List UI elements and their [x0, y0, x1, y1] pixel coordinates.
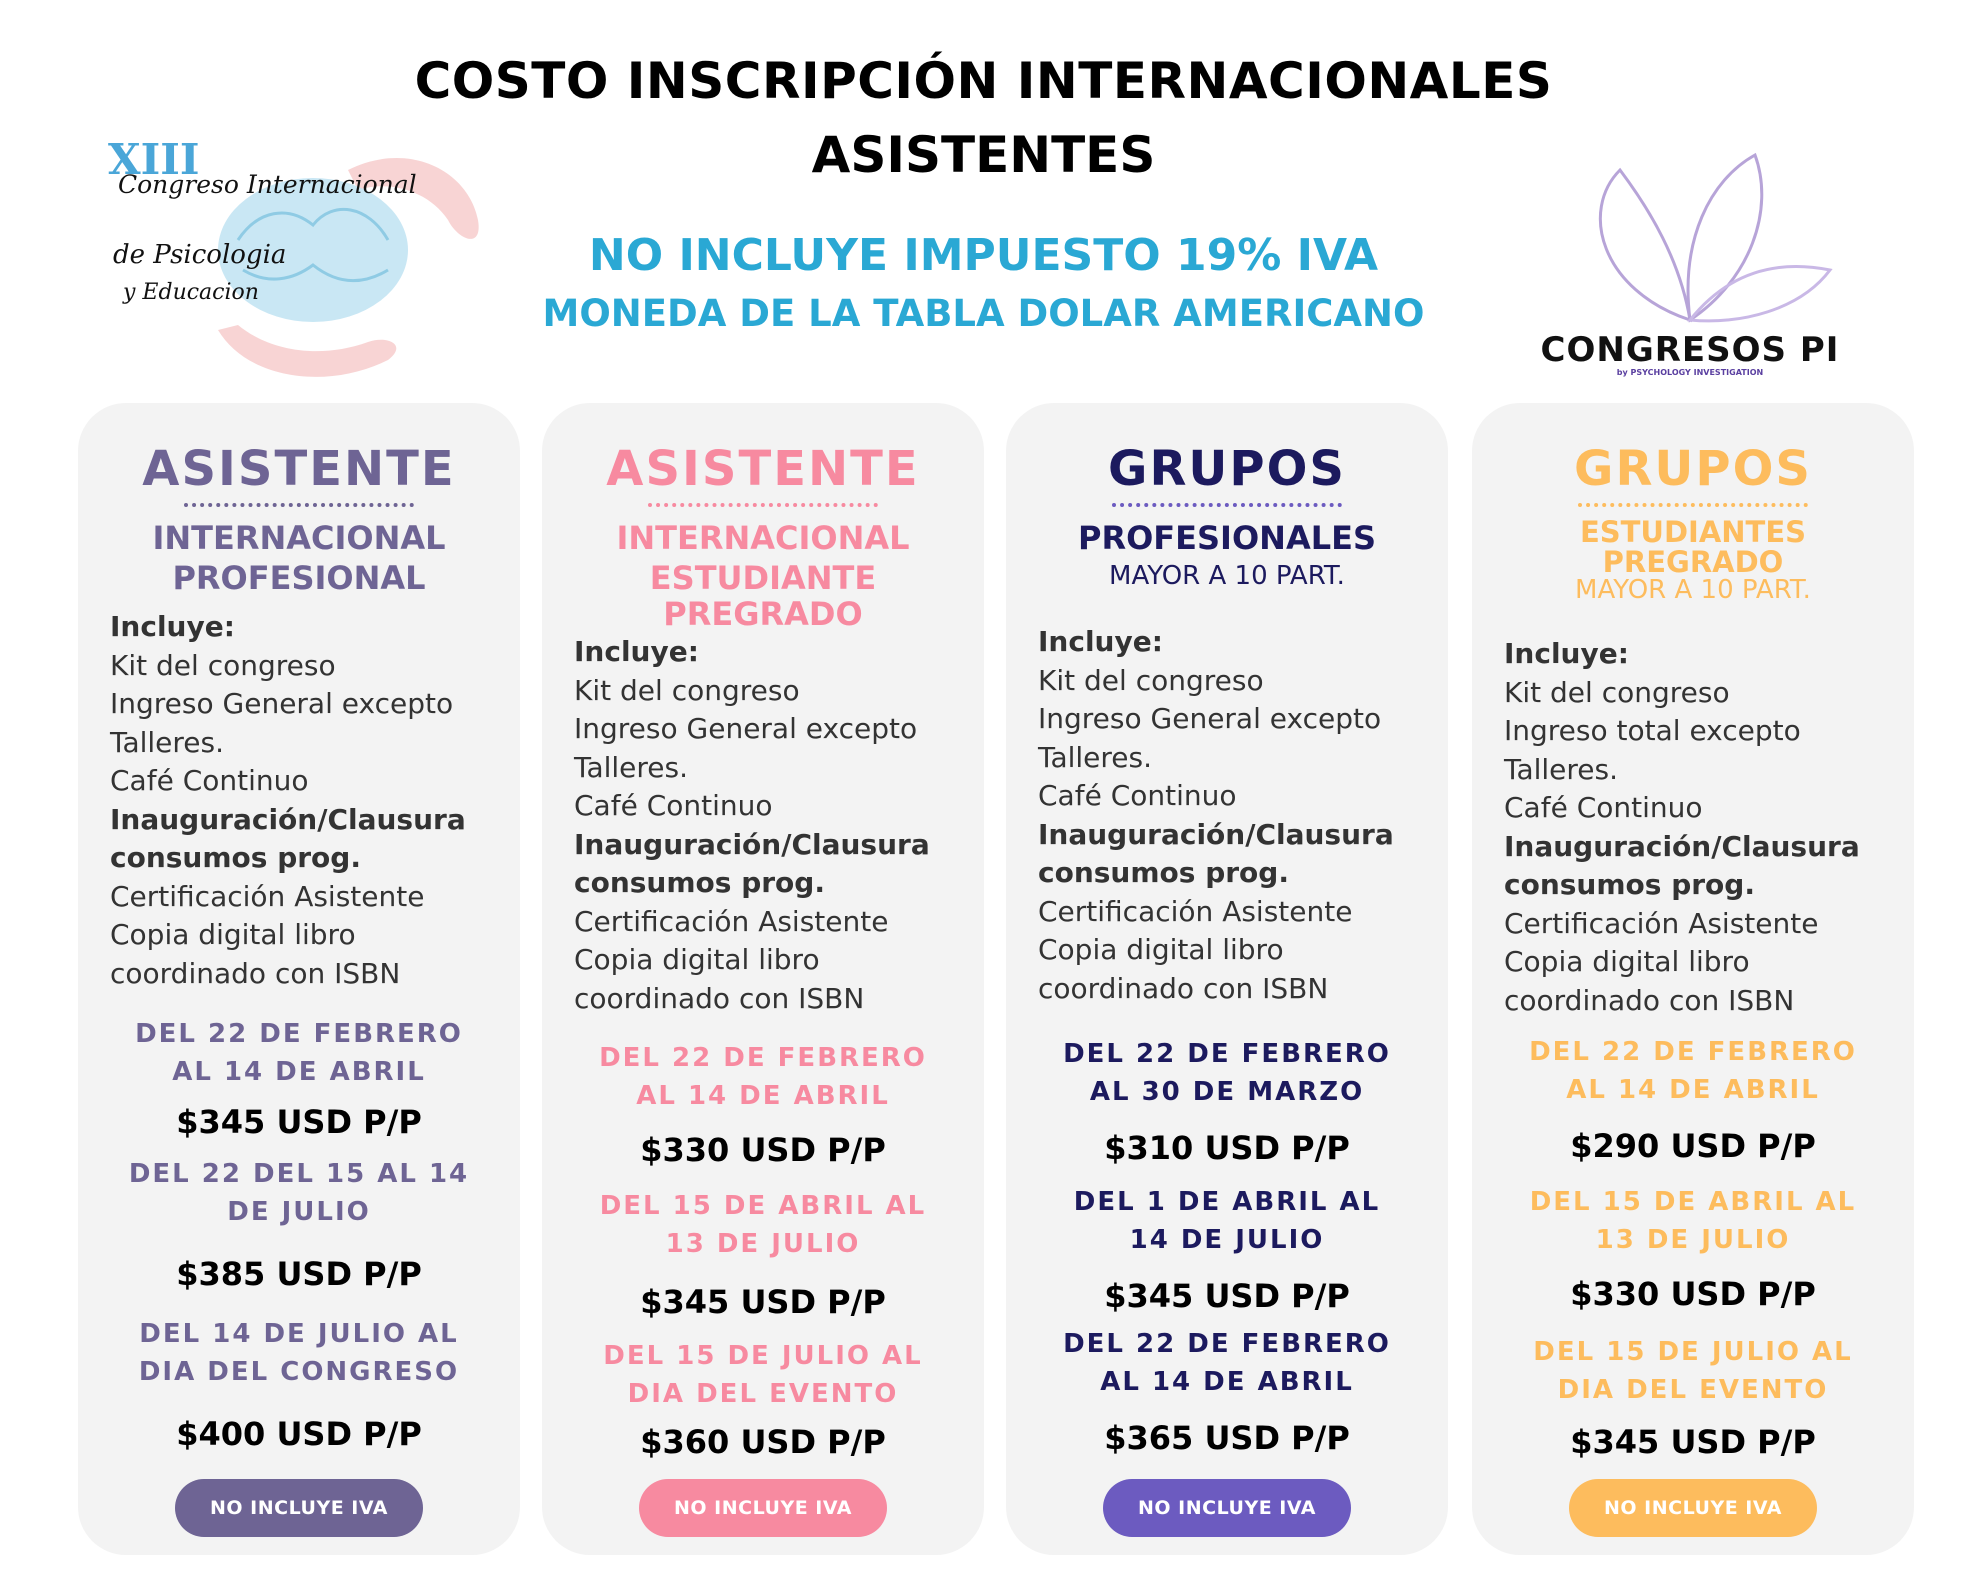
edition-numeral: XIII [108, 135, 200, 184]
card-subtitle: INTERNACIONAL [152, 519, 446, 557]
period-price: $360 USD P/P [640, 1423, 886, 1461]
period-price: $345 USD P/P [1104, 1277, 1350, 1315]
no-iva-button[interactable]: NO INCLUYE IVA [639, 1479, 887, 1537]
dotted-divider [184, 503, 414, 507]
no-iva-button[interactable]: NO INCLUYE IVA [1103, 1479, 1351, 1537]
pricing-card-groups-professional [1006, 403, 1448, 1555]
card-title: GRUPOS [1108, 441, 1346, 497]
list-item: coordinado con ISBN [110, 956, 401, 990]
period-date: 13 DE JULIO [665, 1229, 861, 1259]
list-item: Café Continuo [1504, 791, 1703, 824]
period-date: DEL 22 DE FEBRERO [1063, 1329, 1391, 1359]
includes-list [1038, 623, 1438, 1008]
period-date: DIA DEL EVENTO [627, 1379, 899, 1409]
currency-notice: MONEDA DE LA TABLA DOLAR AMERICANO [542, 292, 1425, 335]
list-item: Café Continuo [574, 789, 773, 822]
period-price: $365 USD P/P [1104, 1419, 1350, 1457]
list-item: Copia digital libro [1038, 933, 1284, 966]
period-date: DEL 15 DE JULIO AL [1533, 1337, 1853, 1367]
list-item: Kit del congreso [574, 673, 800, 707]
list-item: coordinado con ISBN [574, 981, 865, 1015]
list-item: Inauguración/Clausura [110, 802, 466, 836]
list-item: Talleres. [110, 725, 225, 759]
no-iva-button[interactable]: NO INCLUYE IVA [1569, 1479, 1817, 1537]
pricing-card-student [542, 403, 984, 1555]
list-item: Talleres. [1504, 752, 1619, 786]
period-date: 13 DE JULIO [1595, 1225, 1791, 1255]
list-item: Ingreso General excepto [1038, 702, 1382, 735]
period-date: DEL 22 DE FEBRERO [135, 1019, 463, 1049]
includes-heading: Incluye: [1504, 637, 1629, 670]
list-item: Talleres. [1038, 740, 1153, 774]
period-date: AL 14 DE ABRIL [1100, 1367, 1354, 1397]
period-date: DIA DEL CONGRESO [138, 1357, 460, 1387]
list-item: Inauguración/Clausura [1038, 817, 1394, 851]
list-item: consumos prog. [1038, 856, 1289, 889]
period-price: $310 USD P/P [1104, 1129, 1350, 1167]
list-item: Talleres. [574, 750, 689, 784]
congresos-pi-logo [1540, 150, 1840, 380]
card-subtitle: PROFESIONALES [1077, 519, 1376, 557]
list-item: Ingreso General excepto [110, 687, 454, 720]
list-item: Kit del congreso [110, 648, 336, 682]
includes-heading: Incluye: [1038, 625, 1163, 658]
period-date: AL 14 DE ABRIL [1566, 1075, 1820, 1105]
period-date: DEL 22 DE FEBRERO [599, 1043, 927, 1073]
period-price: $400 USD P/P [176, 1415, 422, 1453]
list-item: Ingreso total excepto [1504, 714, 1801, 747]
brand-name: CONGRESOS PI [1540, 330, 1840, 370]
logo-line-3: y Educacion [123, 280, 259, 305]
list-item: consumos prog. [1504, 868, 1755, 901]
period-date: DEL 22 DE FEBRERO [1529, 1037, 1857, 1067]
includes-list [574, 633, 974, 1018]
period-date: DE JULIO [227, 1197, 371, 1227]
page-title: COSTO INSCRIPCIÓN INTERNACIONALES [414, 52, 1553, 110]
period-date: AL 14 DE ABRIL [636, 1081, 890, 1111]
dotted-divider [648, 503, 878, 507]
list-item: Café Continuo [110, 764, 309, 797]
no-iva-button[interactable]: NO INCLUYE IVA [175, 1479, 423, 1537]
brand-tagline: by PSYCHOLOGY INVESTIGATION [1616, 368, 1764, 377]
card-subtitle-2: PROFESIONAL [172, 559, 426, 597]
dotted-divider [1112, 503, 1342, 507]
period-date: AL 14 DE ABRIL [172, 1057, 426, 1087]
list-item: Copia digital libro [1504, 945, 1750, 978]
list-item: Certificación Asistente [1038, 894, 1353, 928]
list-item: Certificación Asistente [1504, 906, 1819, 940]
card-subtitle-2: PREGRADO [1602, 545, 1784, 579]
period-date: 14 DE JULIO [1129, 1225, 1325, 1255]
list-item: Copia digital libro [110, 918, 356, 951]
period-date: DEL 15 DE ABRIL AL [1529, 1187, 1857, 1217]
logo-line-2: de Psicologia [113, 240, 287, 270]
period-date: DEL 14 DE JULIO AL [139, 1319, 459, 1349]
list-item: Inauguración/Clausura [574, 827, 930, 861]
list-item: Kit del congreso [1038, 663, 1264, 697]
includes-heading: Incluye: [574, 635, 699, 668]
list-item: Certificación Asistente [574, 904, 889, 938]
card-title: GRUPOS [1574, 441, 1812, 497]
list-item: Ingreso General excepto [574, 712, 918, 745]
tax-notice: NO INCLUYE IMPUESTO 19% IVA [588, 230, 1379, 281]
period-price: $345 USD P/P [1570, 1423, 1816, 1461]
congress-logo [108, 130, 498, 380]
period-date: AL 30 DE MARZO [1089, 1077, 1365, 1107]
pricing-card-professional [78, 403, 520, 1555]
card-title: ASISTENTE [606, 441, 920, 497]
list-item: consumos prog. [574, 866, 825, 899]
butterfly-icon [1540, 150, 1840, 330]
period-date: DEL 15 DE JULIO AL [603, 1341, 923, 1371]
dotted-divider [1578, 503, 1808, 507]
list-item: Certificación Asistente [110, 879, 425, 913]
period-date: DIA DEL EVENTO [1557, 1375, 1829, 1405]
period-price: $345 USD P/P [640, 1283, 886, 1321]
card-title: ASISTENTE [142, 441, 456, 497]
card-subtitle-2: MAYOR A 10 PART. [1109, 561, 1345, 591]
period-price: $330 USD P/P [1570, 1275, 1816, 1313]
list-item: coordinado con ISBN [1038, 971, 1329, 1005]
includes-list [1504, 635, 1904, 1020]
list-item: Copia digital libro [574, 943, 820, 976]
period-date: DEL 15 DE ABRIL AL [599, 1191, 927, 1221]
logo-line-1: Congreso Internacional [118, 170, 417, 199]
list-item: Inauguración/Clausura [1504, 829, 1860, 863]
pricing-card-groups-student [1472, 403, 1914, 1555]
page-title-line2: ASISTENTES [811, 126, 1156, 184]
list-item: Café Continuo [1038, 779, 1237, 812]
period-price: $385 USD P/P [176, 1255, 422, 1293]
card-subtitle-3: PREGRADO [663, 595, 863, 633]
card-subtitle-3: MAYOR A 10 PART. [1575, 575, 1811, 605]
list-item: Kit del congreso [1504, 675, 1730, 709]
includes-heading: Incluye: [110, 610, 235, 643]
card-subtitle-2: ESTUDIANTE [649, 559, 877, 597]
period-price: $330 USD P/P [640, 1131, 886, 1169]
period-date: DEL 22 DE FEBRERO [1063, 1039, 1391, 1069]
card-subtitle: INTERNACIONAL [616, 519, 910, 557]
card-subtitle: ESTUDIANTES [1579, 515, 1807, 549]
period-price: $290 USD P/P [1570, 1127, 1816, 1165]
list-item: coordinado con ISBN [1504, 983, 1795, 1017]
list-item: consumos prog. [110, 841, 361, 874]
period-price: $345 USD P/P [176, 1103, 422, 1141]
includes-list [110, 608, 510, 993]
period-date: DEL 22 DEL 15 AL 14 [128, 1159, 470, 1189]
period-date: DEL 1 DE ABRIL AL [1073, 1187, 1381, 1217]
